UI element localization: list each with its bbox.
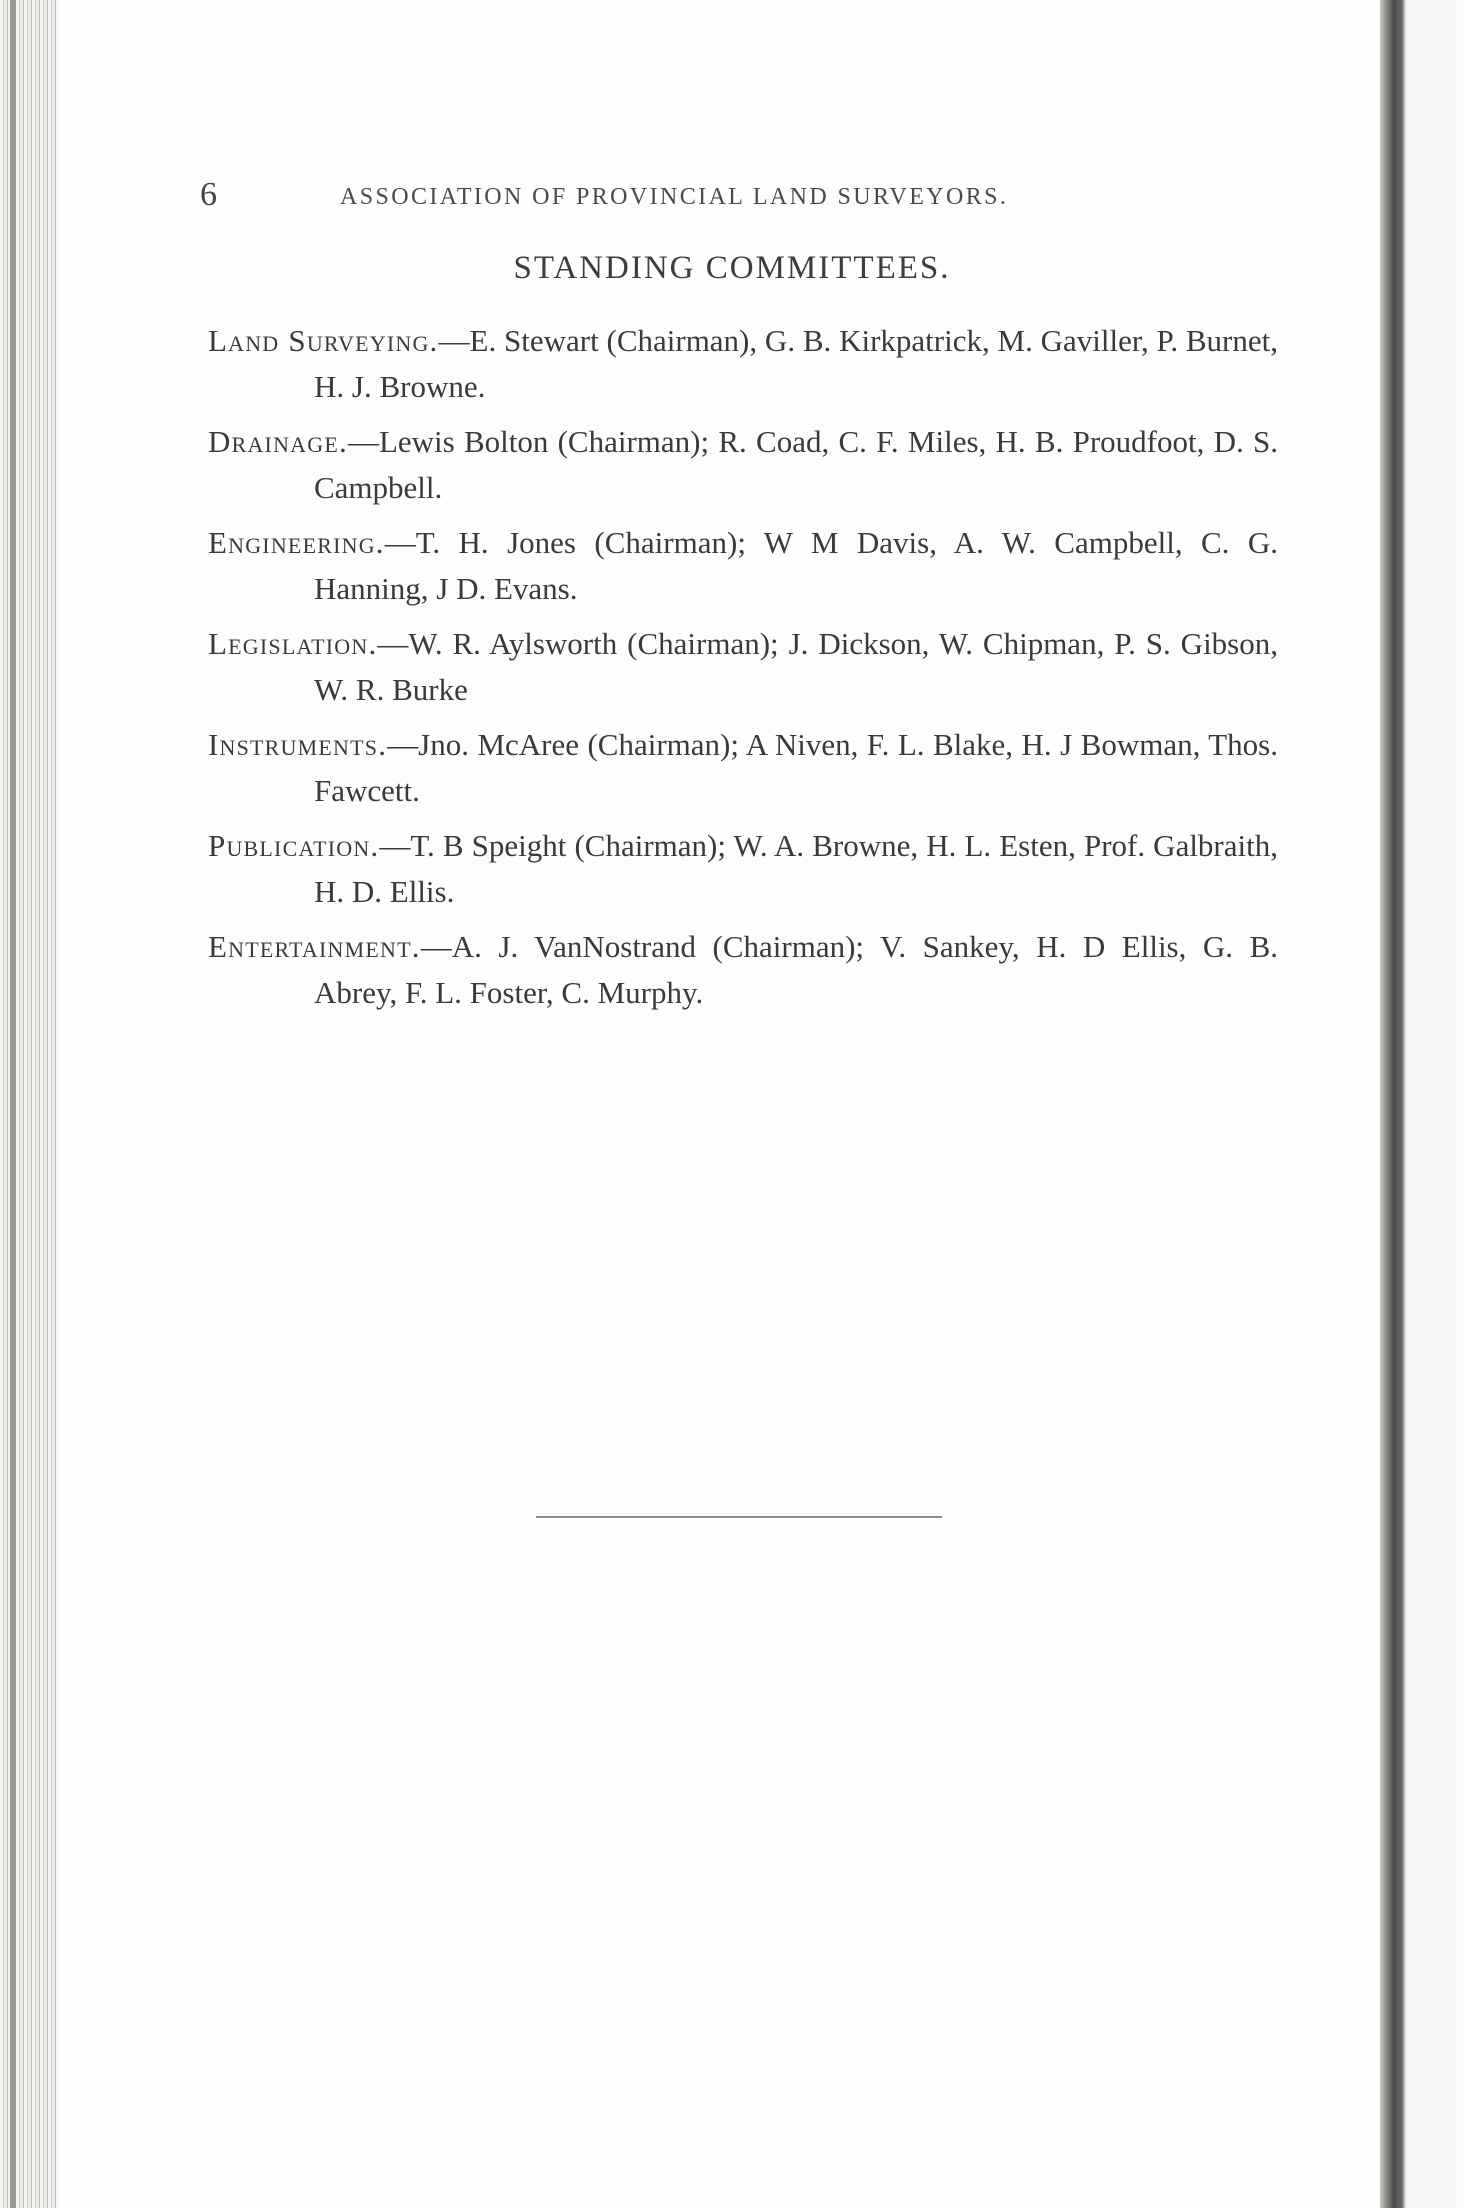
committee-name: Drainage. <box>208 424 348 459</box>
committee-entry-drainage <box>208 419 1278 511</box>
committee-members: —Lewis Bolton (Chairman); R. Coad, C. F. Miles, H. B. Proudfoot, D. S. Campbell. <box>314 424 1278 505</box>
running-head <box>200 176 1160 220</box>
committee-name: Instruments. <box>208 727 388 762</box>
page-gutter-left <box>0 0 58 2208</box>
committee-entry-legislation <box>208 621 1278 713</box>
committee-members: —A. J. VanNostrand (Chairman); V. Sankey, H. D Ellis, G. B. Abrey, F. L. Foster, C. Murphy. <box>314 929 1278 1010</box>
section-title: STANDING COMMITTEES. <box>513 250 951 286</box>
committee-name: Entertainment. <box>208 929 421 964</box>
committee-list <box>208 318 1278 1025</box>
committee-name: Publication. <box>208 828 380 863</box>
section-divider-rule <box>536 1516 942 1518</box>
committee-members: —W. R. Aylsworth (Chairman); J. Dickson, W. Chipman, P. S. Gibson, W. R. Burke <box>314 626 1278 707</box>
committee-members: —T. B Speight (Chairman); W. A. Browne, H. L. Esten, Prof. Galbraith, H. D. Ellis. <box>314 828 1278 909</box>
committee-members: —Jno. McAree (Chairman); A Niven, F. L. Blake, H. J Bowman, Thos. Fawcett. <box>314 727 1278 808</box>
committee-name: Land Surveying. <box>208 323 439 358</box>
page-number: 6 <box>200 176 217 213</box>
committee-name: Engineering. <box>208 525 385 560</box>
committee-members: —E. Stewart (Chairman), G. B. Kirkpatrick, M. Gaviller, P. Burnet, H. J. Browne. <box>314 323 1278 404</box>
committee-entry-entertainment <box>208 924 1278 1016</box>
committee-entry-instruments <box>208 722 1278 814</box>
committee-entry-engineering <box>208 520 1278 612</box>
header-title: ASSOCIATION OF PROVINCIAL LAND SURVEYORS. <box>340 184 1009 210</box>
committee-name: Legislation. <box>208 626 378 661</box>
committee-entry-publication <box>208 823 1278 915</box>
page-gutter-right <box>1380 0 1464 2208</box>
committee-entry-land-surveying <box>208 318 1278 410</box>
committee-members: —T. H. Jones (Chairman); W M Davis, A. W. Campbell, C. G. Hanning, J D. Evans. <box>314 525 1278 606</box>
